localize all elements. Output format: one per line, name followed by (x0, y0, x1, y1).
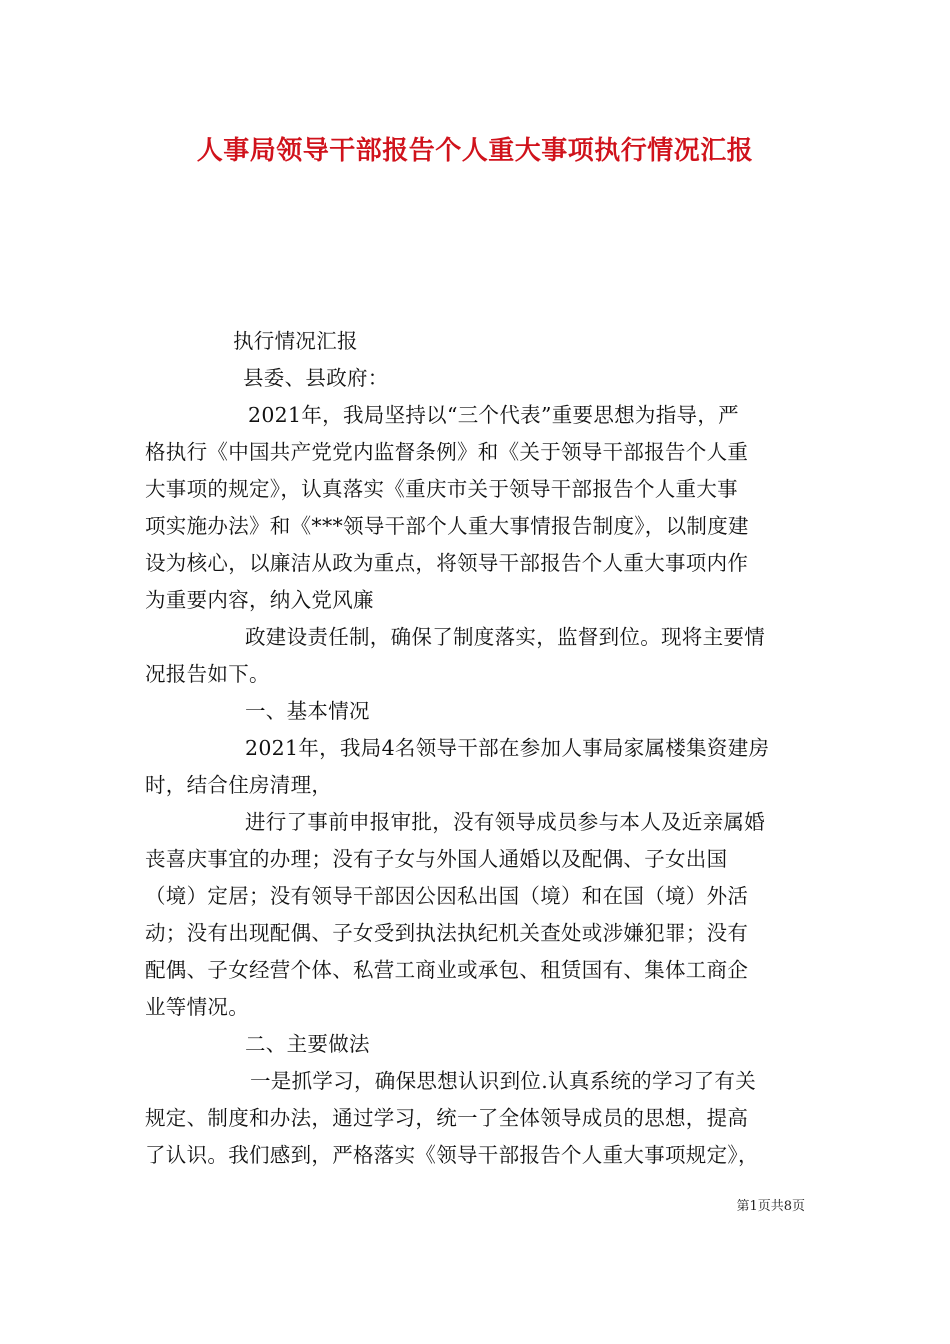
body-line: 大事项的规定》，认真落实《重庆市关于领导干部报告个人重大事 (145, 477, 738, 501)
body-line: 时，结合住房清理， (145, 773, 333, 797)
body-line: 2021年，我局4名领导干部在参加人事局家属楼集资建房 (245, 736, 770, 760)
body-line: 了认识。我们感到，严格落实《领导干部报告个人重大事项规定》， (145, 1143, 759, 1167)
body-line: 配偶、子女经营个体、私营工商业或承包、租赁国有、集体工商企 (145, 958, 749, 982)
body-line: 为重要内容，纳入党风廉 (145, 588, 374, 612)
body-line: 规定、制度和办法，通过学习，统一了全体领导成员的思想，提高 (145, 1106, 749, 1130)
body-line: 丧喜庆事宜的办理；没有子女与外国人通婚以及配偶、子女出国 (145, 847, 728, 871)
body-line: 况报告如下。 (145, 662, 270, 686)
body-line: （境）定居；没有领导干部因公因私出国（境）和在国（境）外活 (145, 884, 749, 908)
section-heading: 一、基本情况 (245, 699, 370, 723)
body-line: 一是抓学习，确保思想认识到位.认真系统的学习了有关 (250, 1069, 757, 1093)
body-line: 政建设责任制，确保了制度落实，监督到位。现将主要情 (245, 625, 765, 649)
body-line: 项实施办法》和《***领导干部个人重大事情报告制度》，以制度建 (145, 514, 749, 538)
body-line: 动；没有出现配偶、子女受到执法执纪机关查处或涉嫌犯罪；没有 (145, 921, 749, 945)
body-line: 县委、县政府： (243, 366, 389, 390)
section-heading: 二、主要做法 (245, 1032, 370, 1056)
body-line: 设为核心，以廉洁从政为重点，将领导干部报告个人重大事项内作 (145, 551, 749, 575)
body-line: 进行了事前申报审批，没有领导成员参与本人及近亲属婚 (245, 810, 765, 834)
page-number: 第1页共8页 (736, 1199, 805, 1214)
body-line: 业等情况。 (145, 995, 249, 1019)
document-title: 人事局领导干部报告个人重大事项执行情况汇报 (196, 136, 754, 166)
body-line: 执行情况汇报 (233, 329, 358, 353)
body-line: 格执行《中国共产党党内监督条例》和《关于领导干部报告个人重 (145, 440, 749, 464)
body-line: 2021年，我局坚持以“三个代表”重要思想为指导，严 (248, 403, 739, 427)
